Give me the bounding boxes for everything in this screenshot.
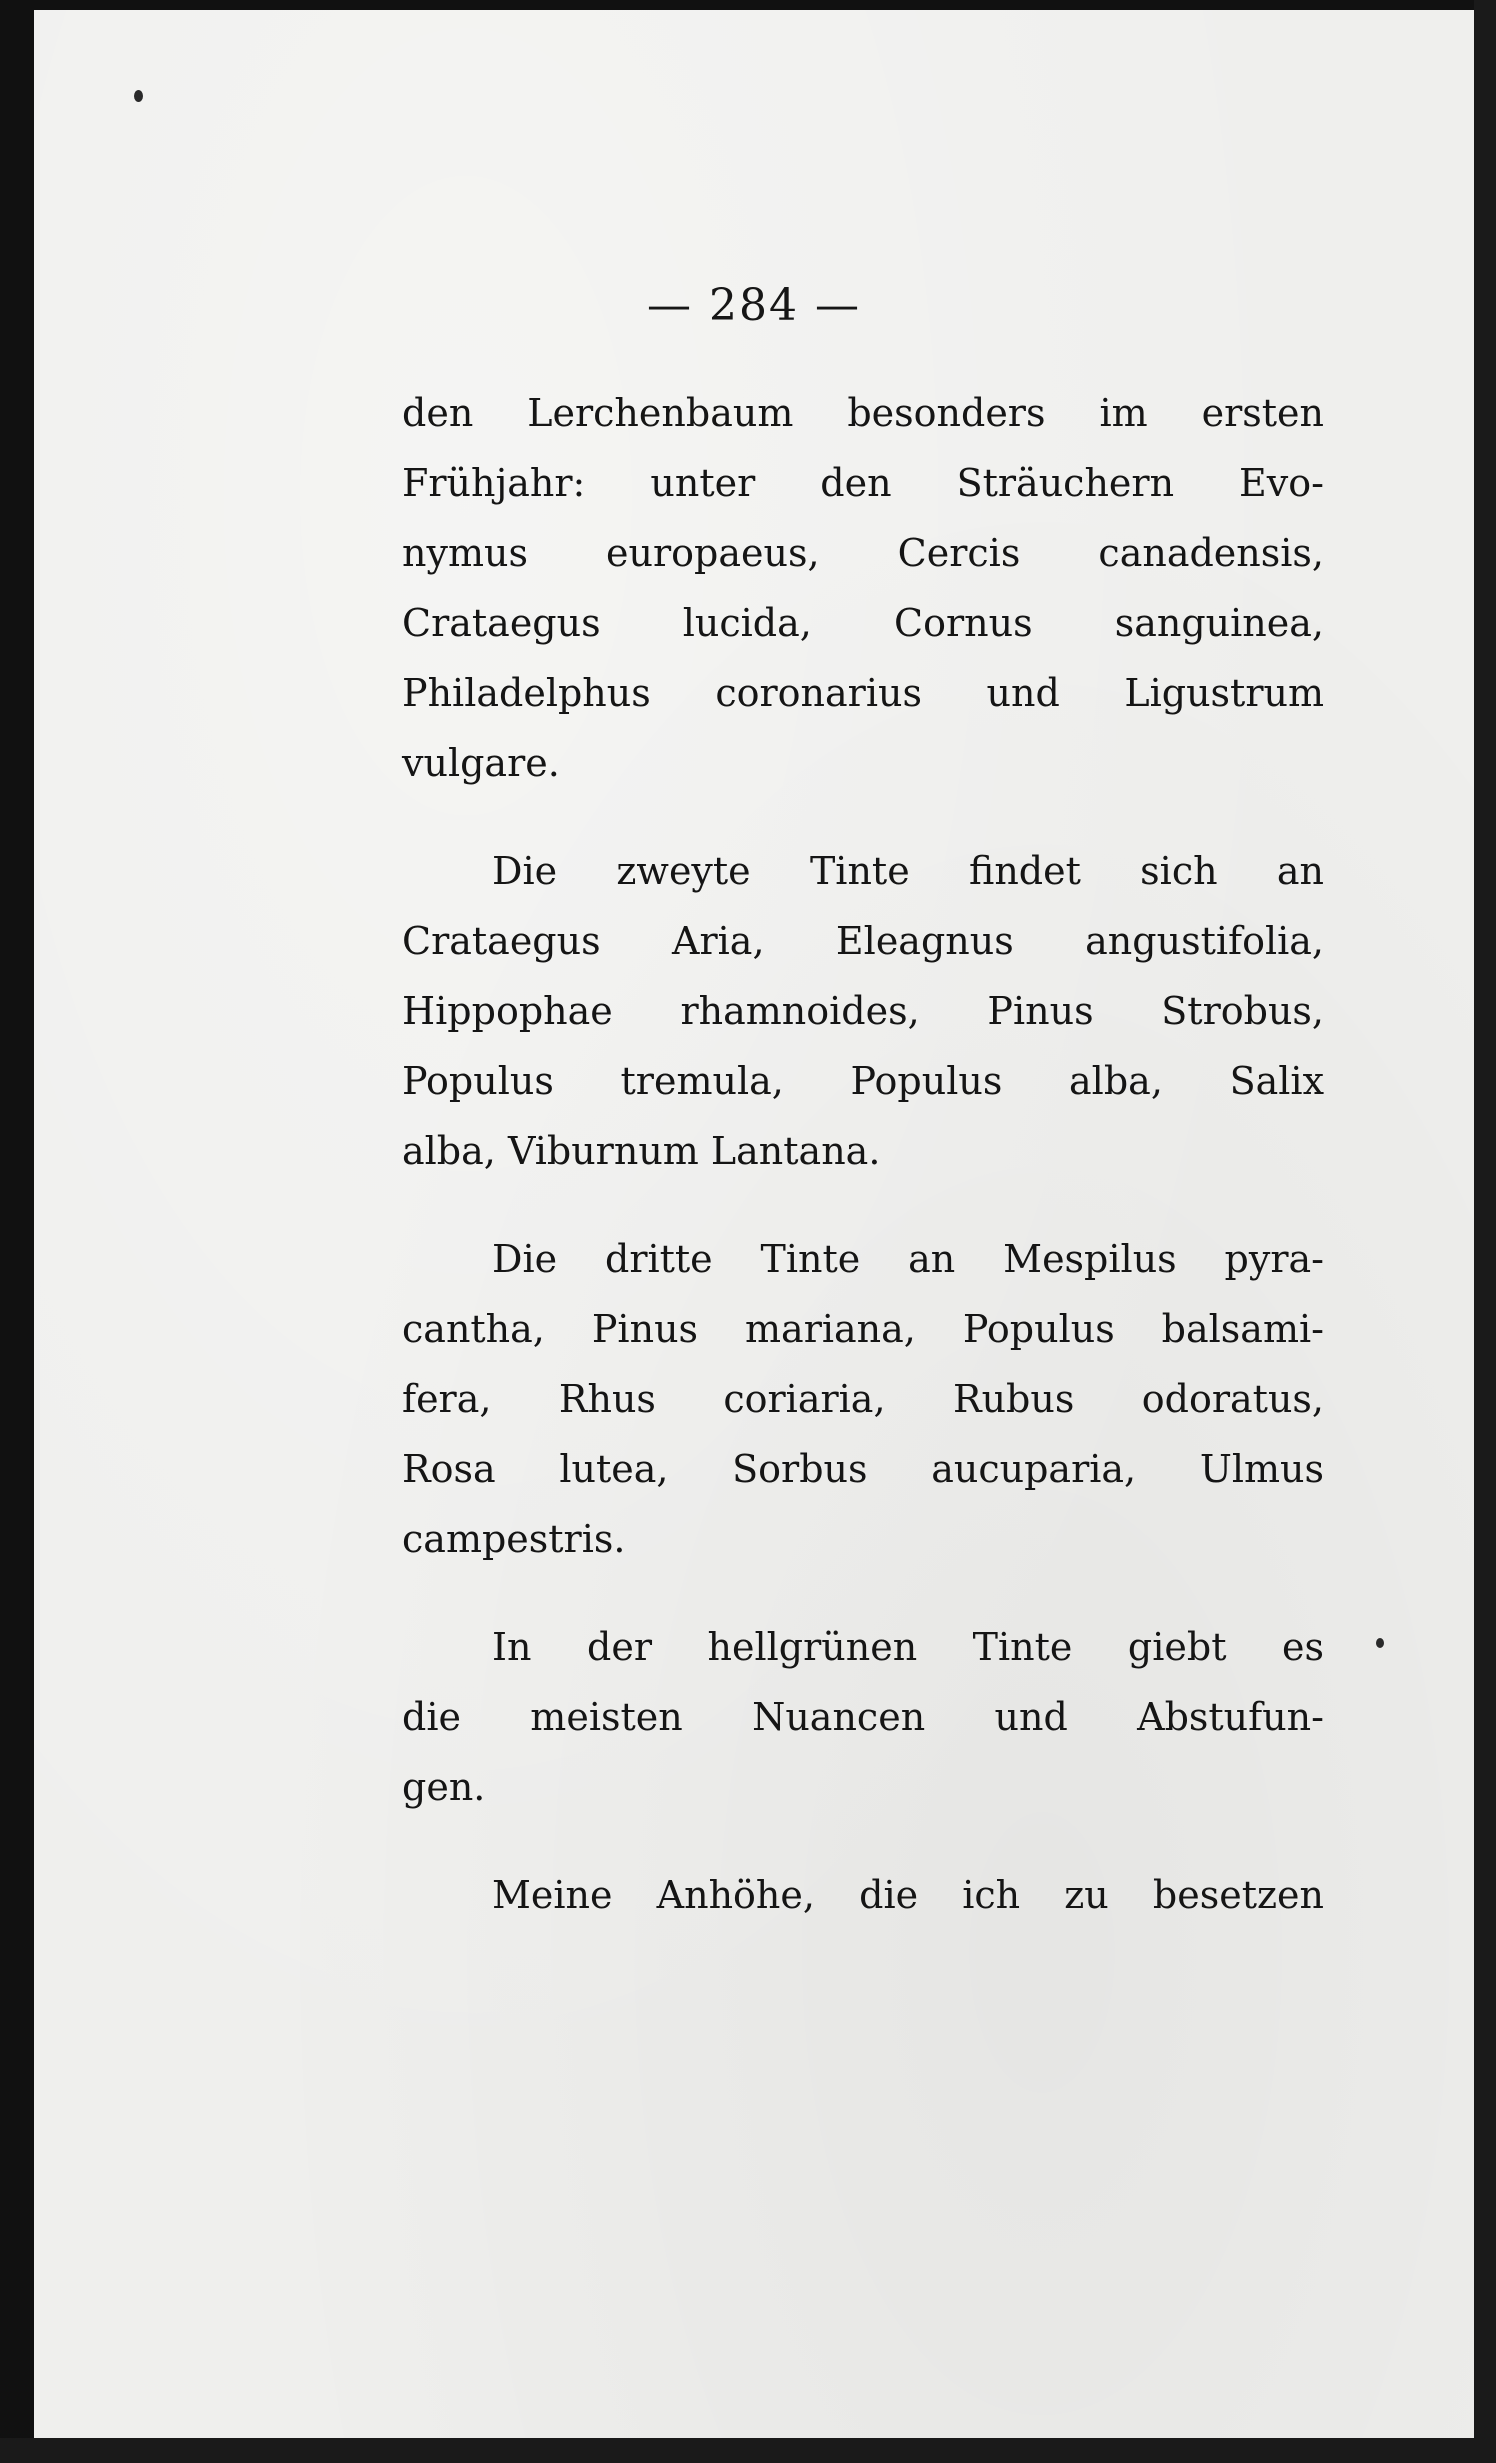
text-line: Hippophae rhamnoides, Pinus Strobus, <box>402 989 1324 1033</box>
ink-speck <box>1376 1638 1384 1648</box>
ink-speck <box>134 90 143 102</box>
text-line: Die zweyte Tinte findet sich an <box>492 849 1324 893</box>
text-line: Populus tremula, Populus alba, Salix <box>402 1059 1324 1103</box>
scan-border-right <box>1474 0 1496 2463</box>
text-line: Crataegus Aria, Eleagnus angustifolia, <box>402 919 1324 963</box>
text-line: alba, Viburnum Lantana. <box>402 1129 881 1173</box>
paragraph-1 <box>402 378 1324 798</box>
paragraph-3 <box>402 1224 1324 1574</box>
text-line: die meisten Nuancen und Abstufun- <box>402 1695 1324 1739</box>
book-page <box>34 10 1474 2438</box>
page-number-header: — 284 — <box>647 280 861 331</box>
text-line: Crataegus lucida, Cornus sanguinea, <box>402 601 1324 645</box>
text-line: den Lerchenbaum besonders im ersten <box>402 391 1324 435</box>
text-line: cantha, Pinus mariana, Populus balsami- <box>402 1307 1324 1351</box>
text-line: Meine Anhöhe, die ich zu besetzen <box>492 1873 1324 1917</box>
paragraph-2 <box>402 836 1324 1186</box>
text-line: vulgare. <box>402 741 560 785</box>
text-line: campestris. <box>402 1517 626 1561</box>
text-line: nymus europaeus, Cercis canadensis, <box>402 531 1324 575</box>
text-line: fera, Rhus coriaria, Rubus odoratus, <box>402 1377 1324 1421</box>
scan-border-bottom <box>0 2438 1496 2463</box>
paragraph-5 <box>402 1860 1324 1930</box>
paragraph-4 <box>402 1612 1324 1822</box>
text-line: Frühjahr: unter den Sträuchern Evo- <box>402 461 1324 505</box>
text-line: gen. <box>402 1765 486 1809</box>
text-line: Rosa lutea, Sorbus aucuparia, Ulmus <box>402 1447 1324 1491</box>
text-line: Die dritte Tinte an Mespilus pyra- <box>492 1237 1324 1281</box>
text-line: Philadelphus coronarius und Ligustrum <box>402 671 1324 715</box>
text-line: In der hellgrünen Tinte giebt es <box>492 1625 1324 1669</box>
body-text <box>402 378 1324 1968</box>
